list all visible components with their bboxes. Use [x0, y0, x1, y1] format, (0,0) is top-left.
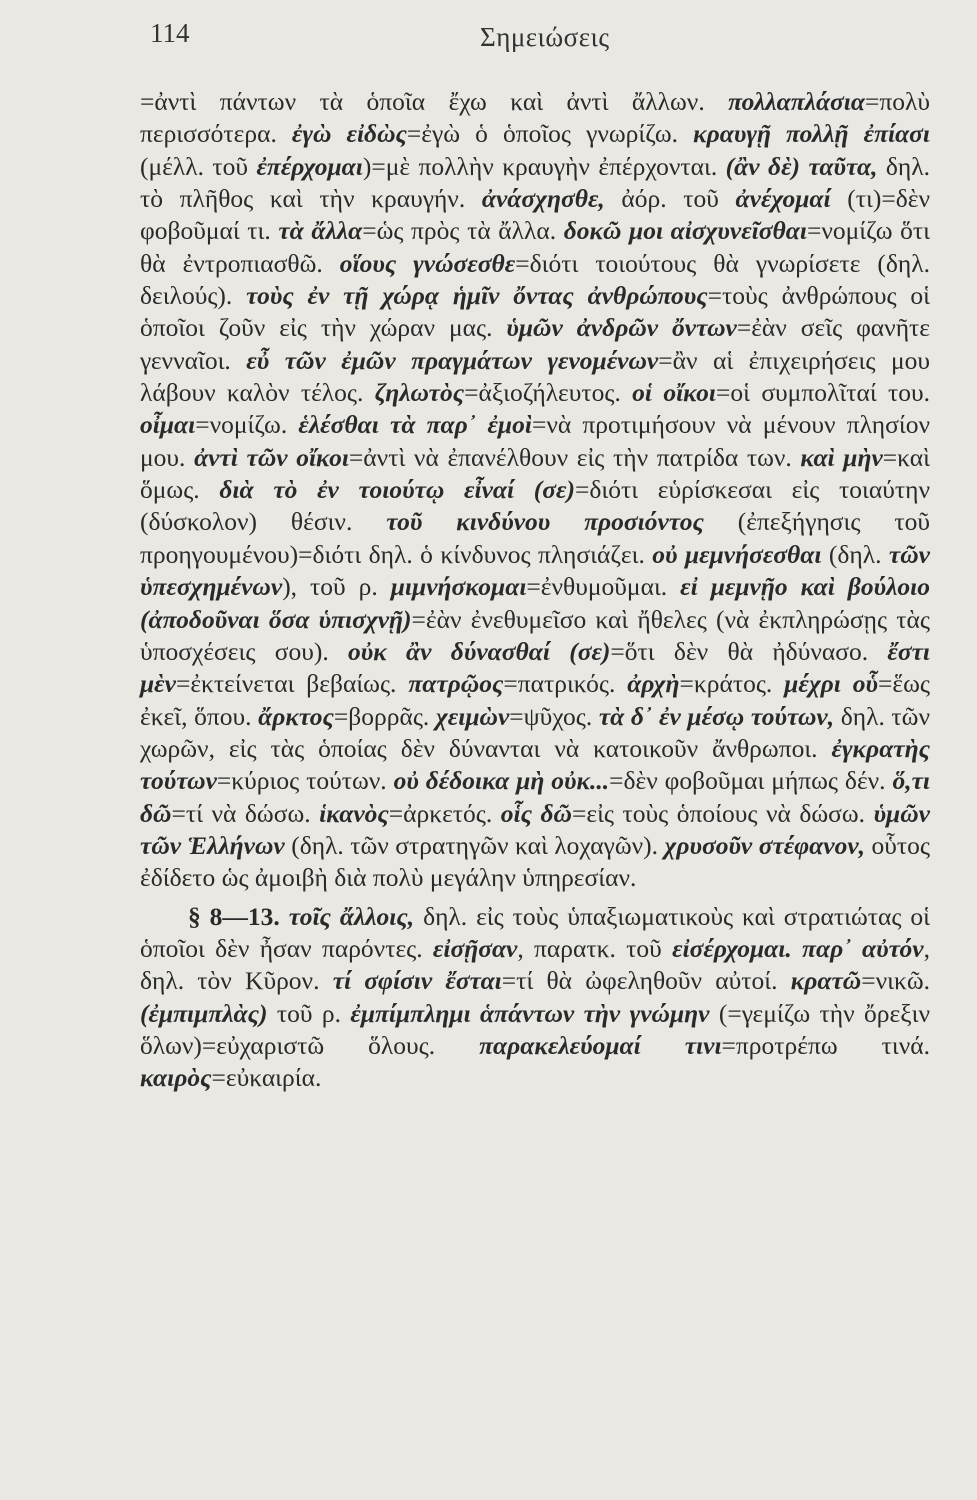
lemma-term: εὖ τῶν ἐμῶν πραγμάτων γενομένων: [246, 345, 659, 375]
gloss-text: =ψῦχος.: [509, 701, 599, 731]
lemma-term: καὶ μὴν: [800, 442, 883, 472]
gloss-text: ἀόρ. τοῦ: [604, 184, 736, 214]
lemma-term: ὑμῶν ἀνδρῶν ὄντων: [506, 313, 737, 343]
gloss-text: (τι)=δὲν φοβοῦμαί τι.: [140, 184, 930, 246]
lemma-term: ζηλωτὸς: [374, 378, 465, 408]
gloss-text: =προτρέπω τινά.: [721, 1030, 930, 1060]
lemma-term: εἰ μεμνῇο καὶ βούλοιο (ἀποδοῦναι ὅσα ὑπισχνῇ): [140, 572, 930, 634]
gloss-text: =καὶ ὅμως.: [140, 442, 930, 505]
lemma-term: τῶν ὑπεσχημένων: [140, 539, 930, 602]
lemma-term: ἀρχὴ: [627, 669, 680, 699]
lemma-term: ἐγὼ εἰδὼς: [291, 119, 407, 149]
lemma-term: ἀντὶ τῶν οἴκοι: [194, 442, 349, 472]
gloss-text: =ἐὰν σεῖς φανῆτε γενναῖοι.: [140, 313, 930, 375]
lemma-term: εἰσέρχομαι.: [672, 933, 792, 963]
running-head: Σημειώσεις: [480, 22, 610, 52]
gloss-text: =διότι τοιούτους θὰ γνωρίσετε (δηλ. δειλούς).: [140, 248, 930, 311]
lemma-term: οἶμαι: [140, 410, 196, 440]
lemma-term: ὑμῶν τῶν Ἑλλήνων: [140, 798, 930, 860]
lemma-term: πατρῷος: [408, 669, 504, 699]
gloss-text: (μέλλ. τοῦ: [140, 151, 257, 181]
notes-body: [140, 86, 930, 1095]
lemma-term: τί σφίσιν ἔσται: [332, 966, 502, 996]
gloss-text: =νομίζω.: [195, 410, 299, 440]
note-paragraph: [140, 86, 930, 895]
gloss-text: =ἕως ἐκεῖ, ὅπου.: [140, 669, 930, 731]
lemma-term: μέχρι οὗ: [784, 669, 878, 699]
lemma-term: ἐγκρατὴς τούτων: [140, 733, 930, 796]
lemma-term: ἱκανὸς: [319, 798, 389, 828]
gloss-text: )=μὲ πολλὴν κραυγὴν ἐπέρχονται.: [362, 151, 726, 181]
lemma-term: (ἐμπιμπλὰς): [140, 998, 268, 1028]
lemma-term: τοῖς ἄλλοις,: [288, 901, 415, 931]
gloss-text: =ἐνθυμοῦμαι.: [526, 572, 681, 602]
lemma-term: τὰ ἄλλα: [278, 216, 363, 246]
lemma-term: ἀνάσχησθε,: [481, 184, 605, 214]
lemma-term: ἀνέχομαί: [735, 184, 831, 214]
section-marker: § 8—13.: [188, 901, 289, 931]
lemma-term: τὰ δ᾽ ἐν μέσῳ τούτων,: [598, 701, 835, 731]
gloss-text: =νικῶ.: [861, 966, 930, 996]
page-number: 114: [150, 18, 190, 48]
gloss-text: =εὐκαιρία.: [211, 1063, 322, 1093]
gloss-text: =ἐγὼ ὁ ὁποῖος γνωρίζω.: [406, 119, 694, 149]
gloss-text: =τί θὰ ὠφεληθοῦν αὐτοί.: [501, 966, 791, 996]
gloss-text: , δηλ. τὸν Κῦρον.: [140, 933, 930, 996]
gloss-text: δηλ. τὸ πλῆθος καὶ τὴν κραυγήν.: [140, 151, 930, 214]
gloss-text: =τί νὰ δώσω.: [171, 798, 320, 828]
gloss-text: =βορρᾶς.: [333, 701, 436, 731]
gloss-text: =ἀξιοζήλευτος.: [464, 378, 633, 408]
gloss-text: =κύριος τούτων.: [216, 766, 394, 796]
gloss-text: =ἂν αἱ ἐπιχειρήσεις μου λάβουν καλὸν τέλος.: [140, 345, 930, 408]
lemma-term: διὰ τὸ ἐν τοιούτῳ εἶναί (σε): [219, 475, 575, 505]
gloss-text: =ὡς πρὸς τὰ ἄλλα.: [362, 216, 564, 246]
lemma-term: εἰσῇσαν: [432, 933, 518, 963]
lemma-term: μιμνήσκομαι: [390, 572, 527, 602]
gloss-text: (ἐπεξήγησις τοῦ προηγουμένου)=διότι δηλ. ὁ κίνδυνος πλησιάζει.: [140, 507, 930, 569]
gloss-text: =ἐκτείνεται βεβαίως.: [175, 669, 409, 699]
lemma-term: χειμὼν: [435, 701, 510, 731]
gloss-text: δηλ. εἰς τοὺς ὑπαξιωματικοὺς καὶ στρατιώτας οἱ ὁποῖοι δὲν ἦσαν παρόντες.: [140, 901, 931, 963]
gloss-text: =πολὺ περισσότερα.: [140, 87, 930, 149]
lemma-term: κραυγῇ πολλῇ ἐπίασι: [693, 119, 931, 149]
gloss-text: δηλ. τῶν χωρῶν, εἰς τὰς ὁποίας δὲν δύνανται νὰ κατοικοῦν ἄνθρωποι.: [140, 701, 930, 763]
note-paragraph: [140, 901, 930, 1095]
gloss-text: =οἱ συμπολῖταί του.: [716, 378, 930, 408]
lemma-term: ἄρκτος: [258, 701, 334, 731]
lemma-term: παρακελεύομαί τινι: [479, 1030, 722, 1060]
gloss-text: =διότι εὑρίσκεσαι εἰς τοιαύτην (δύσκολον) θέσιν.: [140, 475, 930, 537]
lemma-term: οὐ δέδοικα μὴ οὐκ...: [393, 766, 610, 796]
lemma-term: καιρὸς: [140, 1063, 212, 1093]
gloss-text: =κράτος.: [679, 669, 785, 699]
lemma-term: οἷς δῶ: [500, 798, 572, 828]
gloss-text: =ἀντὶ πάντων τὰ ὁποῖα ἔχω καὶ ἀντὶ ἄλλων.: [140, 87, 729, 116]
lemma-term: οὐ μεμνήσεσθαι: [652, 539, 822, 569]
lemma-term: τοῦ κινδύνου προσιόντος: [386, 507, 704, 537]
lemma-term: (ἂν δὲ) ταῦτα,: [725, 151, 878, 181]
lemma-term: παρ᾽ αὐτόν: [802, 933, 924, 963]
lemma-term: ἔστι μὲν: [140, 636, 930, 699]
lemma-term: οἱ οἴκοι: [632, 378, 717, 408]
lemma-term: κρατῶ: [790, 966, 862, 996]
lemma-term: οὐκ ἂν δύνασθαί (σε): [348, 636, 611, 666]
gloss-text: =νὰ προτιμήσουν νὰ μένουν πλησίον μου.: [140, 410, 931, 472]
gloss-text: τοῦ ρ.: [267, 998, 351, 1028]
gloss-text: (=γεμίζω τὴν ὄρεξιν ὅλων)=εὐχαριστῶ ὅλους.: [140, 998, 930, 1060]
gloss-text: =ἐὰν ἐνεθυμεῖσο καὶ ἤθελες (νὰ ἐκπληρώσῃς τὰς ὑποσχέσεις σου).: [140, 604, 930, 666]
lemma-term: ἑλέσθαι τὰ παρ᾽ ἐμοὶ: [298, 410, 532, 440]
gloss-text: =δὲν φοβοῦμαι μήπως δέν.: [609, 766, 893, 796]
gloss-text: =πατρικός.: [503, 669, 628, 699]
gloss-text: (δηλ.: [821, 539, 889, 569]
gloss-text: , παρατκ. τοῦ: [517, 933, 673, 963]
lemma-term: τοὺς ἐν τῇ χώρᾳ ἡμῖν ὄντας ἀνθρώπους: [246, 281, 708, 311]
lemma-term: ἐπέρχομαι: [256, 151, 363, 181]
gloss-text: (δηλ. τῶν στρατηγῶν καὶ λοχαγῶν).: [284, 830, 665, 860]
gloss-text: οὗτος ἐδίδετο ὡς ἀμοιβὴ διὰ πολὺ μεγάλην ὑπηρεσίαν.: [140, 830, 930, 893]
gloss-text: =ἀντὶ νὰ ἐπανέλθουν εἰς τὴν πατρίδα των.: [348, 442, 801, 472]
lemma-term: οἵους γνώσεσθε: [339, 248, 516, 278]
lemma-term: χρυσοῦν στέφανον,: [664, 830, 866, 860]
gloss-text: ), τοῦ ρ.: [282, 572, 391, 602]
gloss-text: [792, 934, 802, 963]
lemma-term: δοκῶ μοι αἰσχυνεῖσθαι: [563, 216, 807, 246]
lemma-term: ἐμπίμπλημι ἁπάντων τὴν γνώμην: [350, 998, 710, 1028]
gloss-text: =νομίζω ὅτι θὰ ἐντροπιασθῶ.: [140, 216, 930, 278]
lemma-term: ὅ,τι δῶ: [140, 766, 930, 828]
gloss-text: =ὅτι δὲν θὰ ἠδύνασο.: [610, 636, 888, 666]
gloss-text: =ἀρκετός.: [388, 798, 501, 828]
gloss-text: =εἰς τοὺς ὁποίους νὰ δώσω.: [571, 798, 874, 828]
gloss-text: =τοὺς ἀνθρώπους οἱ ὁποῖοι ζοῦν εἰς τὴν χώραν μας.: [140, 281, 930, 343]
lemma-term: πολλαπλάσια: [728, 87, 865, 116]
